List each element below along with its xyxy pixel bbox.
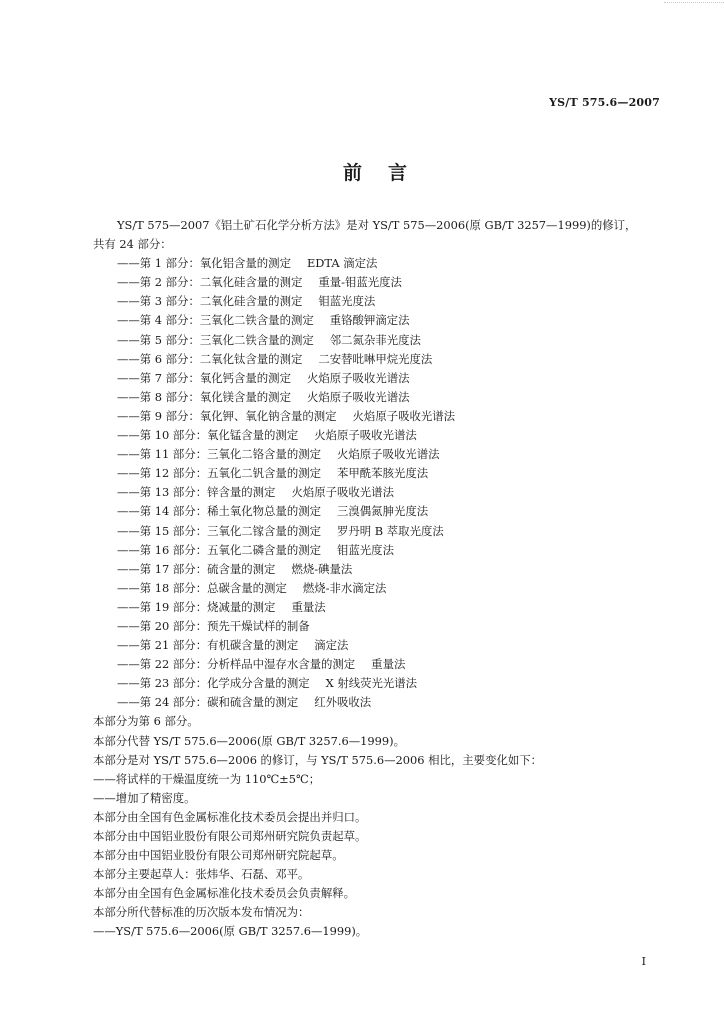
part-label: ——第 4 部分：三氧化二铁含量的测定: [117, 313, 314, 328]
paragraph-interpretation: 本部分由全国有色金属标准化技术委员会负责解释。: [93, 886, 355, 901]
change-item-precision: ——增加了精密度。: [93, 790, 196, 805]
part-label: ——第 20 部分：预先干燥试样的制备: [117, 618, 310, 633]
part-method: 苯甲酰苯胲光度法: [337, 466, 429, 481]
part-method: 火焰原子吸收光谱法: [306, 370, 410, 385]
page-number: I: [641, 955, 646, 968]
part-list-item: [117, 693, 677, 712]
part-label: ——第 1 部分：氧化铝含量的测定: [117, 256, 291, 271]
part-method: X 射线荧光光谱法: [325, 676, 418, 691]
part-label: ——第 14 部分：稀土氧化物总量的测定: [117, 504, 321, 519]
part-label: ——第 8 部分：氧化镁含量的测定: [117, 389, 291, 404]
part-label: ——第 5 部分：三氧化二铁含量的测定: [117, 332, 314, 347]
part-method: 三溴偶氮胂光度法: [337, 504, 429, 519]
part-label: ——第 3 部分：二氧化硅含量的测定: [117, 294, 303, 309]
part-label: ——第 10 部分：氧化锰含量的测定: [117, 428, 299, 443]
history-item: ——YS/T 575.6—2006(原 GB/T 3257.6—1999)。: [93, 924, 368, 939]
part-list-item: [117, 541, 677, 560]
part-method: 重量法: [371, 657, 406, 672]
part-label: ——第 6 部分：二氧化钛含量的测定: [117, 351, 303, 366]
part-list-item: [117, 388, 677, 407]
part-list-item: [117, 254, 677, 273]
parts-list: [117, 254, 677, 712]
part-method: 重铬酸钾滴定法: [329, 313, 410, 328]
part-method: 红外吸收法: [314, 695, 372, 710]
part-method: 重量法: [291, 599, 326, 614]
part-list-item: [117, 579, 677, 598]
part-label: ——第 24 部分：碳和硫含量的测定: [117, 695, 299, 710]
part-method: 火焰原子吸收光谱法: [306, 389, 410, 404]
part-list-item: [117, 617, 677, 636]
part-list-item: [117, 560, 677, 579]
intro-line-1: YS/T 575—2007《铝土矿石化学分析方法》是对 YS/T 575—2006(原 GB/T 3257—1999)的修订，: [117, 218, 637, 232]
part-list-item: [117, 445, 677, 464]
part-label: ——第 17 部分：硫含量的测定: [117, 561, 276, 576]
foreword-body: [93, 216, 677, 942]
part-label: ——第 19 部分：烧减量的测定: [117, 599, 276, 614]
part-list-item: [117, 426, 677, 445]
part-list-item: [117, 464, 677, 483]
part-label: ——第 11 部分：三氧化二铬含量的测定: [117, 447, 321, 462]
part-method: EDTA 滴定法: [306, 256, 378, 271]
part-method: 火焰原子吸收光谱法: [337, 447, 440, 462]
part-method: 燃烧-非水滴定法: [302, 580, 387, 595]
part-method: 火焰原子吸收光谱法: [291, 485, 394, 500]
part-label: ——第 7 部分：氧化钙含量的测定: [117, 370, 291, 385]
part-list-item: [117, 311, 677, 330]
part-list-item: [117, 522, 677, 541]
part-list-item: [117, 369, 677, 388]
part-list-item: [117, 636, 677, 655]
part-method: 罗丹明 B 萃取光度法: [337, 523, 444, 538]
part-method: 二安替吡啉甲烷光度法: [318, 351, 433, 366]
part-method: 火焰原子吸收光谱法: [352, 408, 456, 423]
part-list-item: [117, 407, 677, 426]
part-method: 邻二氮杂菲光度法: [329, 332, 421, 347]
paragraph-part-number: 本部分为第 6 部分。: [93, 714, 199, 729]
part-label: ——第 12 部分：五氧化二钒含量的测定: [117, 466, 321, 481]
part-method: 滴定法: [314, 638, 349, 653]
paragraph-revision: 本部分是对 YS/T 575.6—2006 的修订，与 YS/T 575.6—2006 相比，主要变化如下：: [93, 752, 543, 767]
paragraph-replaces: 本部分代替 YS/T 575.6—2006(原 GB/T 3257.6—1999)。: [93, 733, 405, 748]
part-list-item: [117, 674, 677, 693]
part-list-item: [117, 331, 677, 350]
intro-line-2: 共有 24 部分：: [93, 237, 172, 252]
part-label: ——第 15 部分：三氧化二镓含量的测定: [117, 523, 321, 538]
paragraph-drafting-responsible: 本部分由中国铝业股份有限公司郑州研究院负责起草。: [93, 829, 367, 843]
scan-edge-mark: [664, 2, 724, 11]
part-label: ——第 2 部分：二氧化硅含量的测定: [117, 275, 303, 290]
part-list-item: [117, 598, 677, 617]
paragraph-history-intro: 本部分所代替标准的历次版本发布情况为：: [93, 905, 310, 920]
part-list-item: [117, 292, 677, 311]
standard-code: YS/T 575.6—2007: [549, 96, 660, 109]
part-method: 燃烧-碘量法: [291, 561, 353, 576]
part-list-item: [117, 483, 677, 502]
part-label: ——第 9 部分：氧化钾、氧化钠含量的测定: [117, 408, 337, 423]
part-method: 重量-钼蓝光度法: [318, 275, 402, 290]
part-label: ——第 23 部分：化学成分含量的测定: [117, 676, 310, 691]
paragraph-main-drafters: 本部分主要起草人：张炜华、石磊、邓平。: [93, 867, 310, 882]
part-label: ——第 16 部分：五氧化二磷含量的测定: [117, 542, 321, 557]
page-title: 前言: [342, 162, 433, 184]
part-label: ——第 22 部分：分析样品中湿存水含量的测定: [117, 657, 356, 672]
change-item-temperature: ——将试样的干燥温度统一为 110℃±5℃；: [93, 771, 321, 786]
part-method: 钼蓝光度法: [337, 542, 394, 557]
paragraph-drafted-by: 本部分由中国铝业股份有限公司郑州研究院起草。: [93, 848, 344, 863]
part-list-item: [117, 350, 677, 369]
part-method: 钼蓝光度法: [318, 294, 376, 309]
part-list-item: [117, 273, 677, 292]
part-list-item: [117, 655, 677, 674]
part-label: ——第 13 部分：锌含量的测定: [117, 485, 276, 500]
part-label: ——第 21 部分：有机碳含量的测定: [117, 638, 299, 653]
part-method: 火焰原子吸收光谱法: [314, 428, 417, 443]
part-label: ——第 18 部分：总碳含量的测定: [117, 580, 287, 595]
paragraph-proposed-by: 本部分由全国有色金属标准化技术委员会提出并归口。: [93, 809, 367, 824]
part-list-item: [117, 502, 677, 521]
